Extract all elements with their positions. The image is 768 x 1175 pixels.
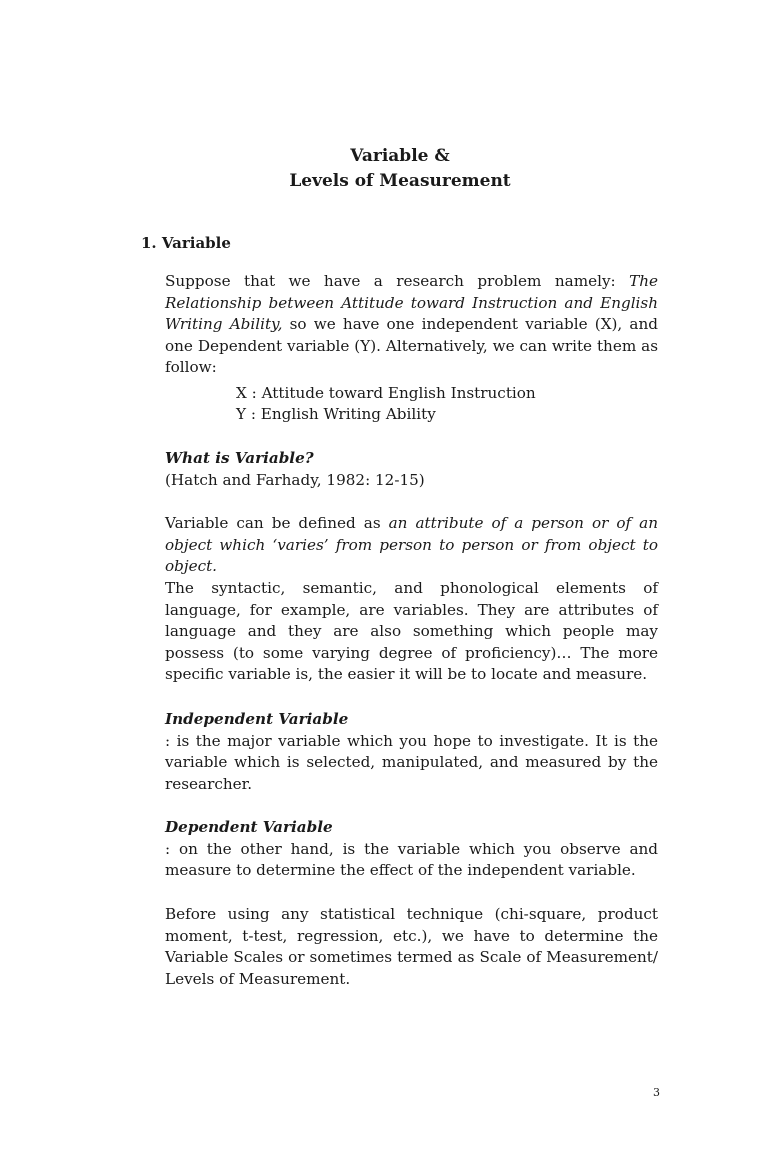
intro-italic-title: The Relationship between Attitude toward Instruction and English Writing Ability, — [165, 272, 658, 333]
statistical-technique-paragraph — [165, 904, 658, 990]
independent-variable-heading: Independent Variable — [165, 710, 349, 728]
statistical-technique-text: Before using any statistical technique (chi-square, product moment, t-test, regression, etc.), we have to determine the Variable Scales or sometimes termed as Scale of Measurement/ Levels of Measurement. — [165, 905, 658, 988]
section-heading: 1. Variable — [141, 234, 231, 252]
intro-text-1: Suppose that we have a research problem namely: — [165, 272, 630, 290]
variable-x-definition: X : Attitude toward English Instruction — [236, 384, 536, 402]
independent-variable-text: : is the major variable which you hope to investigate. It is the variable which is selected, manipulated, and measured by the researcher. — [165, 731, 658, 793]
variable-y-definition: Y : English Writing Ability — [236, 405, 436, 423]
dependent-variable-block — [165, 817, 658, 882]
citation: (Hatch and Farhady, 1982: 12-15) — [165, 470, 425, 489]
page-title-line-2: Levels of Measurement — [289, 171, 511, 191]
dependent-variable-heading: Dependent Variable — [165, 818, 333, 836]
syntactic-text: The syntactic, semantic, and phonological elements of language, for example, are variables. They are attributes of language and they are also something which people may possess (to some varying degree of proficiency)… The more specific variable is, the easier it will be to locate and measure. — [165, 579, 658, 683]
intro-text-2: so we have one independent variable (X), and one Dependent variable (Y). Alternatively, we can write them as follow: — [165, 315, 658, 376]
definition-paragraph — [165, 513, 658, 578]
what-is-variable-heading: What is Variable? — [165, 449, 314, 467]
definition-text: Variable can be defined as — [165, 514, 389, 532]
definition-italic: an attribute of a person or of an object which ‘varies’ from person to person or from object to object. — [165, 514, 658, 575]
page-number: 3 — [653, 1086, 660, 1099]
what-is-variable-block — [165, 448, 658, 491]
independent-variable-block — [165, 709, 658, 795]
syntactic-paragraph — [165, 578, 658, 686]
page-title-line-1: Variable & — [350, 146, 450, 166]
dependent-variable-text: : on the other hand, is the variable which you observe and measure to determine the effect of the independent variable. — [165, 839, 658, 879]
intro-paragraph — [165, 271, 658, 379]
